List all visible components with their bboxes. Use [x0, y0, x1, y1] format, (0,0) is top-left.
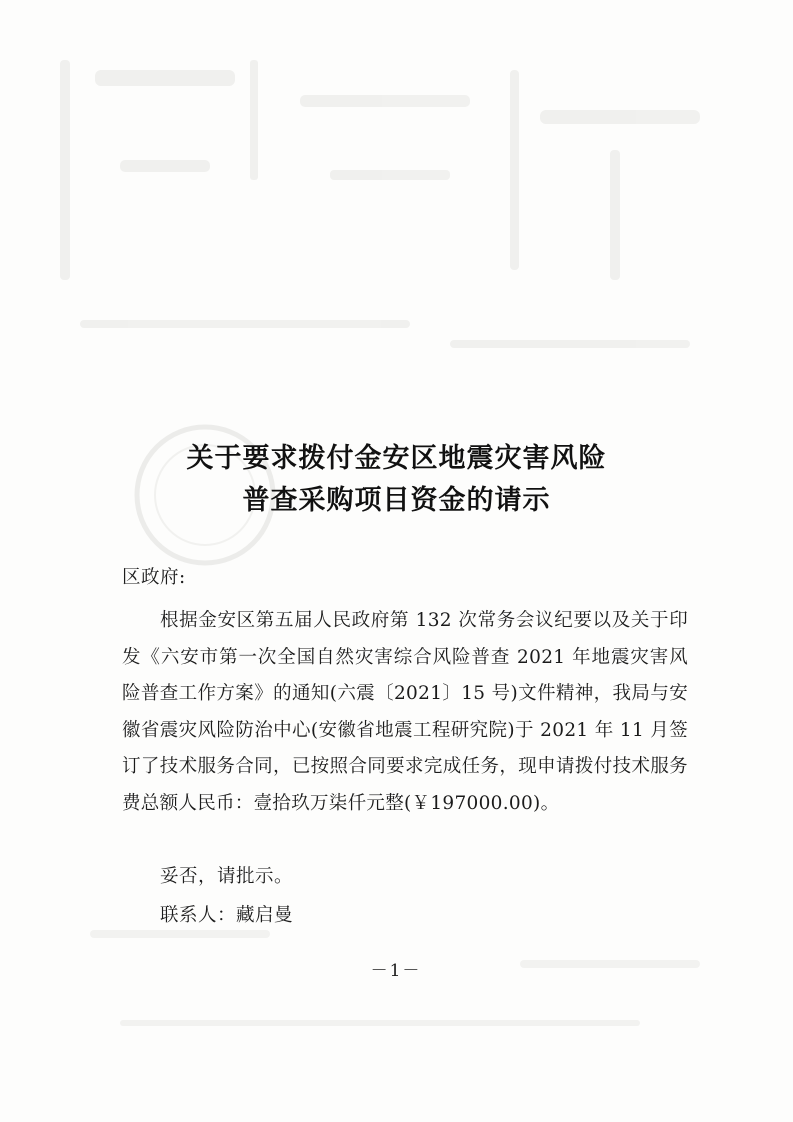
salutation: 区政府:: [122, 567, 186, 588]
body-paragraph: 根据金安区第五届人民政府第 132 次常务会议纪要以及关于印发《六安市第一次全国自然灾害综合风险普查 2021 年地震灾害风险普查工作方案》的通知(六震〔2021〕15 号)文件精神，我局与安徽省震灾风险防治中心(安徽省地震工程研究院)于 2021 年 11 月签订了技术服务合同，已按照合同要求完成任务，现申请拨付技术服务费总额人民币：壹拾玖万柒仟元整(￥197000.00)。: [122, 610, 688, 814]
closing-request: 妥否，请批示。: [160, 866, 294, 887]
document-title-line-2: 普查采购项目资金的请示: [242, 485, 551, 516]
contact-person: 联系人：藏启曼: [160, 905, 294, 926]
document-title-line-1: 关于要求拨付金安区地震灾害风险: [186, 443, 607, 474]
page-number: －1－: [370, 961, 422, 981]
